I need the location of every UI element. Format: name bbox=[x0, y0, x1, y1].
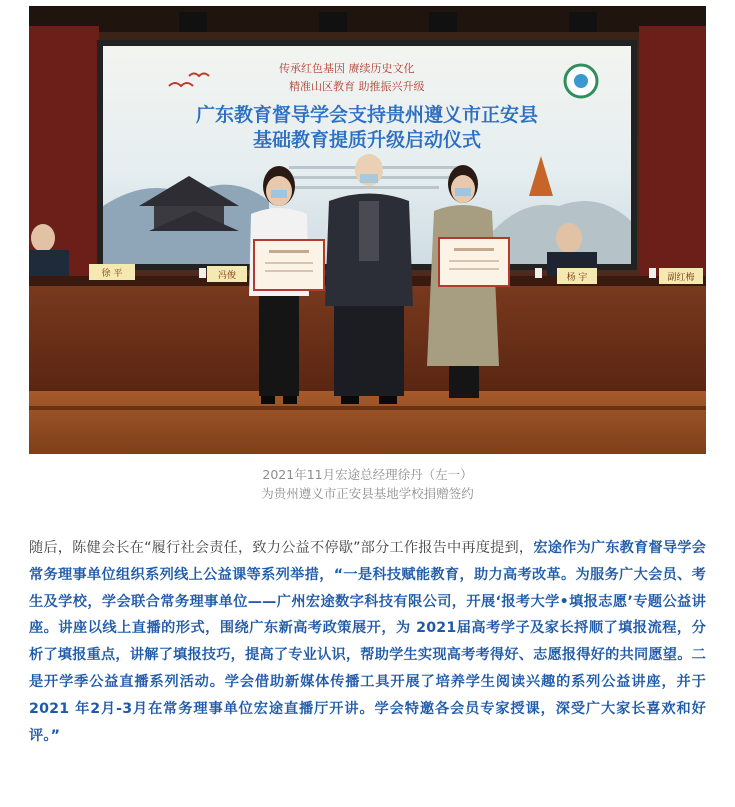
banner-title-2: 基础教育提质升级启动仪式 bbox=[252, 129, 482, 151]
nameplate-4: 副红梅 bbox=[667, 273, 695, 283]
photo-caption bbox=[0, 465, 735, 503]
banner-slogan-1: 传承红色基因 赓续历史文化 bbox=[279, 62, 415, 75]
nameplate-3: 杨 宇 bbox=[566, 273, 588, 283]
banner-slogan-2: 精准山区教育 助推振兴升级 bbox=[289, 80, 425, 93]
article-paragraph bbox=[29, 535, 706, 749]
event-photo-illustration bbox=[29, 6, 706, 454]
nameplate-1: 徐 平 bbox=[101, 269, 123, 279]
caption-line-1: 2021年11月宏途总经理徐丹（左一） bbox=[262, 467, 473, 482]
paragraph-highlight: 宏途作为广东教育督导学会常务理事单位组织系列线上公益课等系列举措，“一是科技赋能教育，助力高考改革。为服务广大会员、考生及学校，学会联合常务理事单位——广州宏途数字科技有限公司，开展‘报考大学•填报志愿’专题公益讲座。讲座以线上直播的形式，围绕广东新高考政策展开，为 2021届高考学子及家长捋顺了填报流程，分析了填报重点，讲解了填报技巧，提高了专业认识，帮助学生实现高考考得好、志愿报得好的共同愿望。二是开学季公益直播系列活动。学会借助新媒体传播工具开展了培养学生阅读兴趣的系列公益讲座，并于2021 年2月-3月在常务理事单位宏途直播厅开讲。学会特邀各会员专家授课，深受广大家长喜欢和好评。” bbox=[29, 540, 706, 744]
event-photo bbox=[29, 6, 706, 454]
paragraph-intro: 随后，陈健会长在“履行社会责任，致力公益不停歇”部分工作报告中再度提到， bbox=[29, 540, 534, 556]
caption-line-2: 为贵州遵义市正安县基地学校捐赠签约 bbox=[261, 486, 474, 501]
nameplate-2: 冯俊 bbox=[217, 271, 237, 281]
banner-title-1: 广东教育督导学会支持贵州遵义市正安县 bbox=[195, 104, 539, 126]
